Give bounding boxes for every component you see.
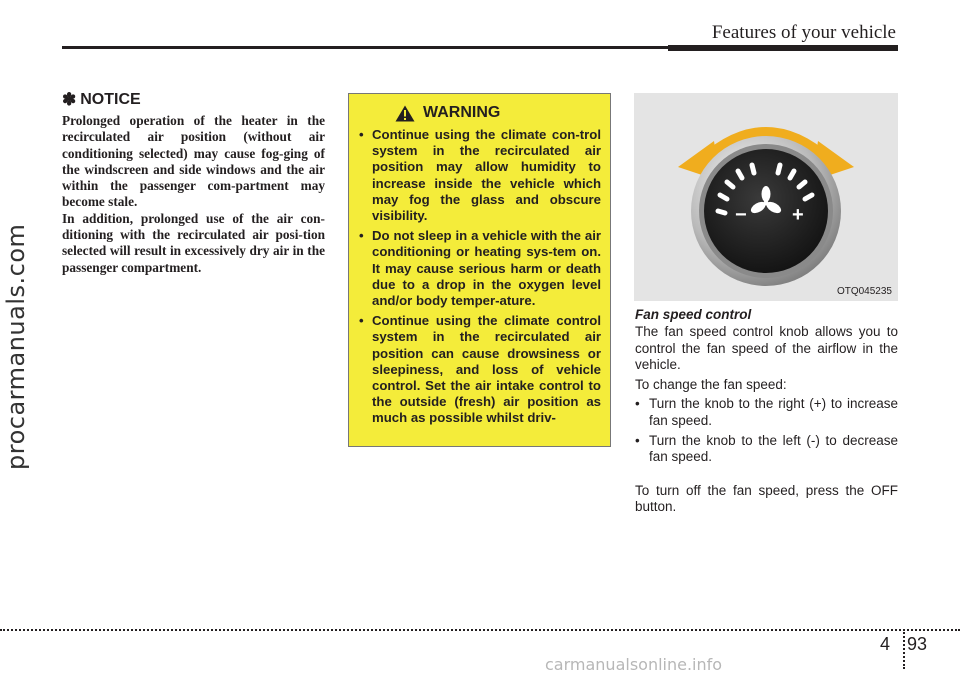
- notice-paragraph-1: Prolonged operation of the heater in the recirculated air position (without air conditioning selected) may cause fog-ging of the windscreen and side windows and the air within the passenger com-partment may become stale.: [62, 113, 325, 210]
- fan-speed-step-text: Turn the knob to the left (-) to decrease fan speed.: [649, 432, 898, 465]
- warning-item: [359, 228, 601, 309]
- warning-item-text: Continue using the climate control system in the recirculated air position can cause drowsiness or sleepiness, and loss of vehicle control. Set the air intake control to the outside (fresh) air position as much as possible whilst driv-: [372, 313, 601, 426]
- chapter-number: 4: [880, 634, 891, 654]
- page-number: 93: [907, 634, 928, 654]
- fan-speed-knob-icon: [691, 136, 841, 286]
- knob-minus-label: −: [735, 204, 747, 226]
- fan-knob-figure: [634, 93, 898, 301]
- bullet-icon: •: [359, 127, 364, 142]
- figure-code: OTQ045235: [836, 286, 892, 297]
- notice-asterisk-icon: ✽: [62, 90, 77, 109]
- fan-speed-step: [635, 433, 898, 466]
- notice-paragraph-2: In addition, prolonged use of the air con-ditioning with the recirculated air posi-tion selected will result in excessively dry air in the passenger compartment.: [62, 210, 325, 275]
- fan-speed-section: [635, 307, 898, 519]
- fan-knob-illustration: [634, 93, 898, 301]
- notice-heading: [62, 90, 325, 110]
- warning-box: [348, 93, 611, 447]
- side-watermark: procarmanuals.com: [2, 223, 30, 470]
- notice-title: NOTICE: [80, 91, 141, 108]
- notice-section: [62, 90, 325, 276]
- fan-speed-step: [635, 396, 898, 429]
- bullet-icon: •: [635, 396, 640, 412]
- footer-rule: [0, 629, 960, 631]
- knob-plus-label: +: [792, 204, 804, 226]
- bullet-icon: •: [359, 313, 364, 329]
- warning-triangle-icon: [395, 105, 415, 122]
- fan-speed-change-label: To change the fan speed:: [635, 376, 787, 392]
- fan-speed-subheading: Fan speed control: [635, 307, 752, 322]
- warning-heading: [395, 104, 601, 122]
- warning-item-text: Continue using the climate con-trol system in the recirculated air position may allow humidity to increase inside the vehicle which may fog the glass and obscure visibility.: [372, 127, 601, 224]
- fan-off-text: To turn off the fan speed, press the OFF button.: [635, 482, 898, 515]
- footer-divider: [903, 629, 905, 669]
- warning-list: [359, 127, 601, 427]
- header-title: Features of your vehicle: [711, 22, 896, 43]
- warning-item-text: Do not sleep in a vehicle with the air conditioning or heating sys-tem on. It may cause serious harm or death due to a drop in the oxygen level and/or body temper-ature.: [372, 228, 601, 309]
- warning-title: WARNING: [423, 104, 501, 121]
- bottom-watermark: carmanualsonline.info: [545, 655, 723, 674]
- warning-item: [359, 313, 601, 426]
- fan-speed-steps: [635, 396, 898, 465]
- fan-speed-intro: The fan speed control knob allows you to control the fan speed of the airflow in the vehicle.: [635, 324, 898, 373]
- warning-item: [359, 127, 601, 224]
- fan-speed-step-text: Turn the knob to the right (+) to increase fan speed.: [649, 396, 898, 428]
- bullet-icon: •: [635, 432, 640, 448]
- header-rule-accent: [668, 45, 898, 51]
- bullet-icon: •: [359, 228, 364, 244]
